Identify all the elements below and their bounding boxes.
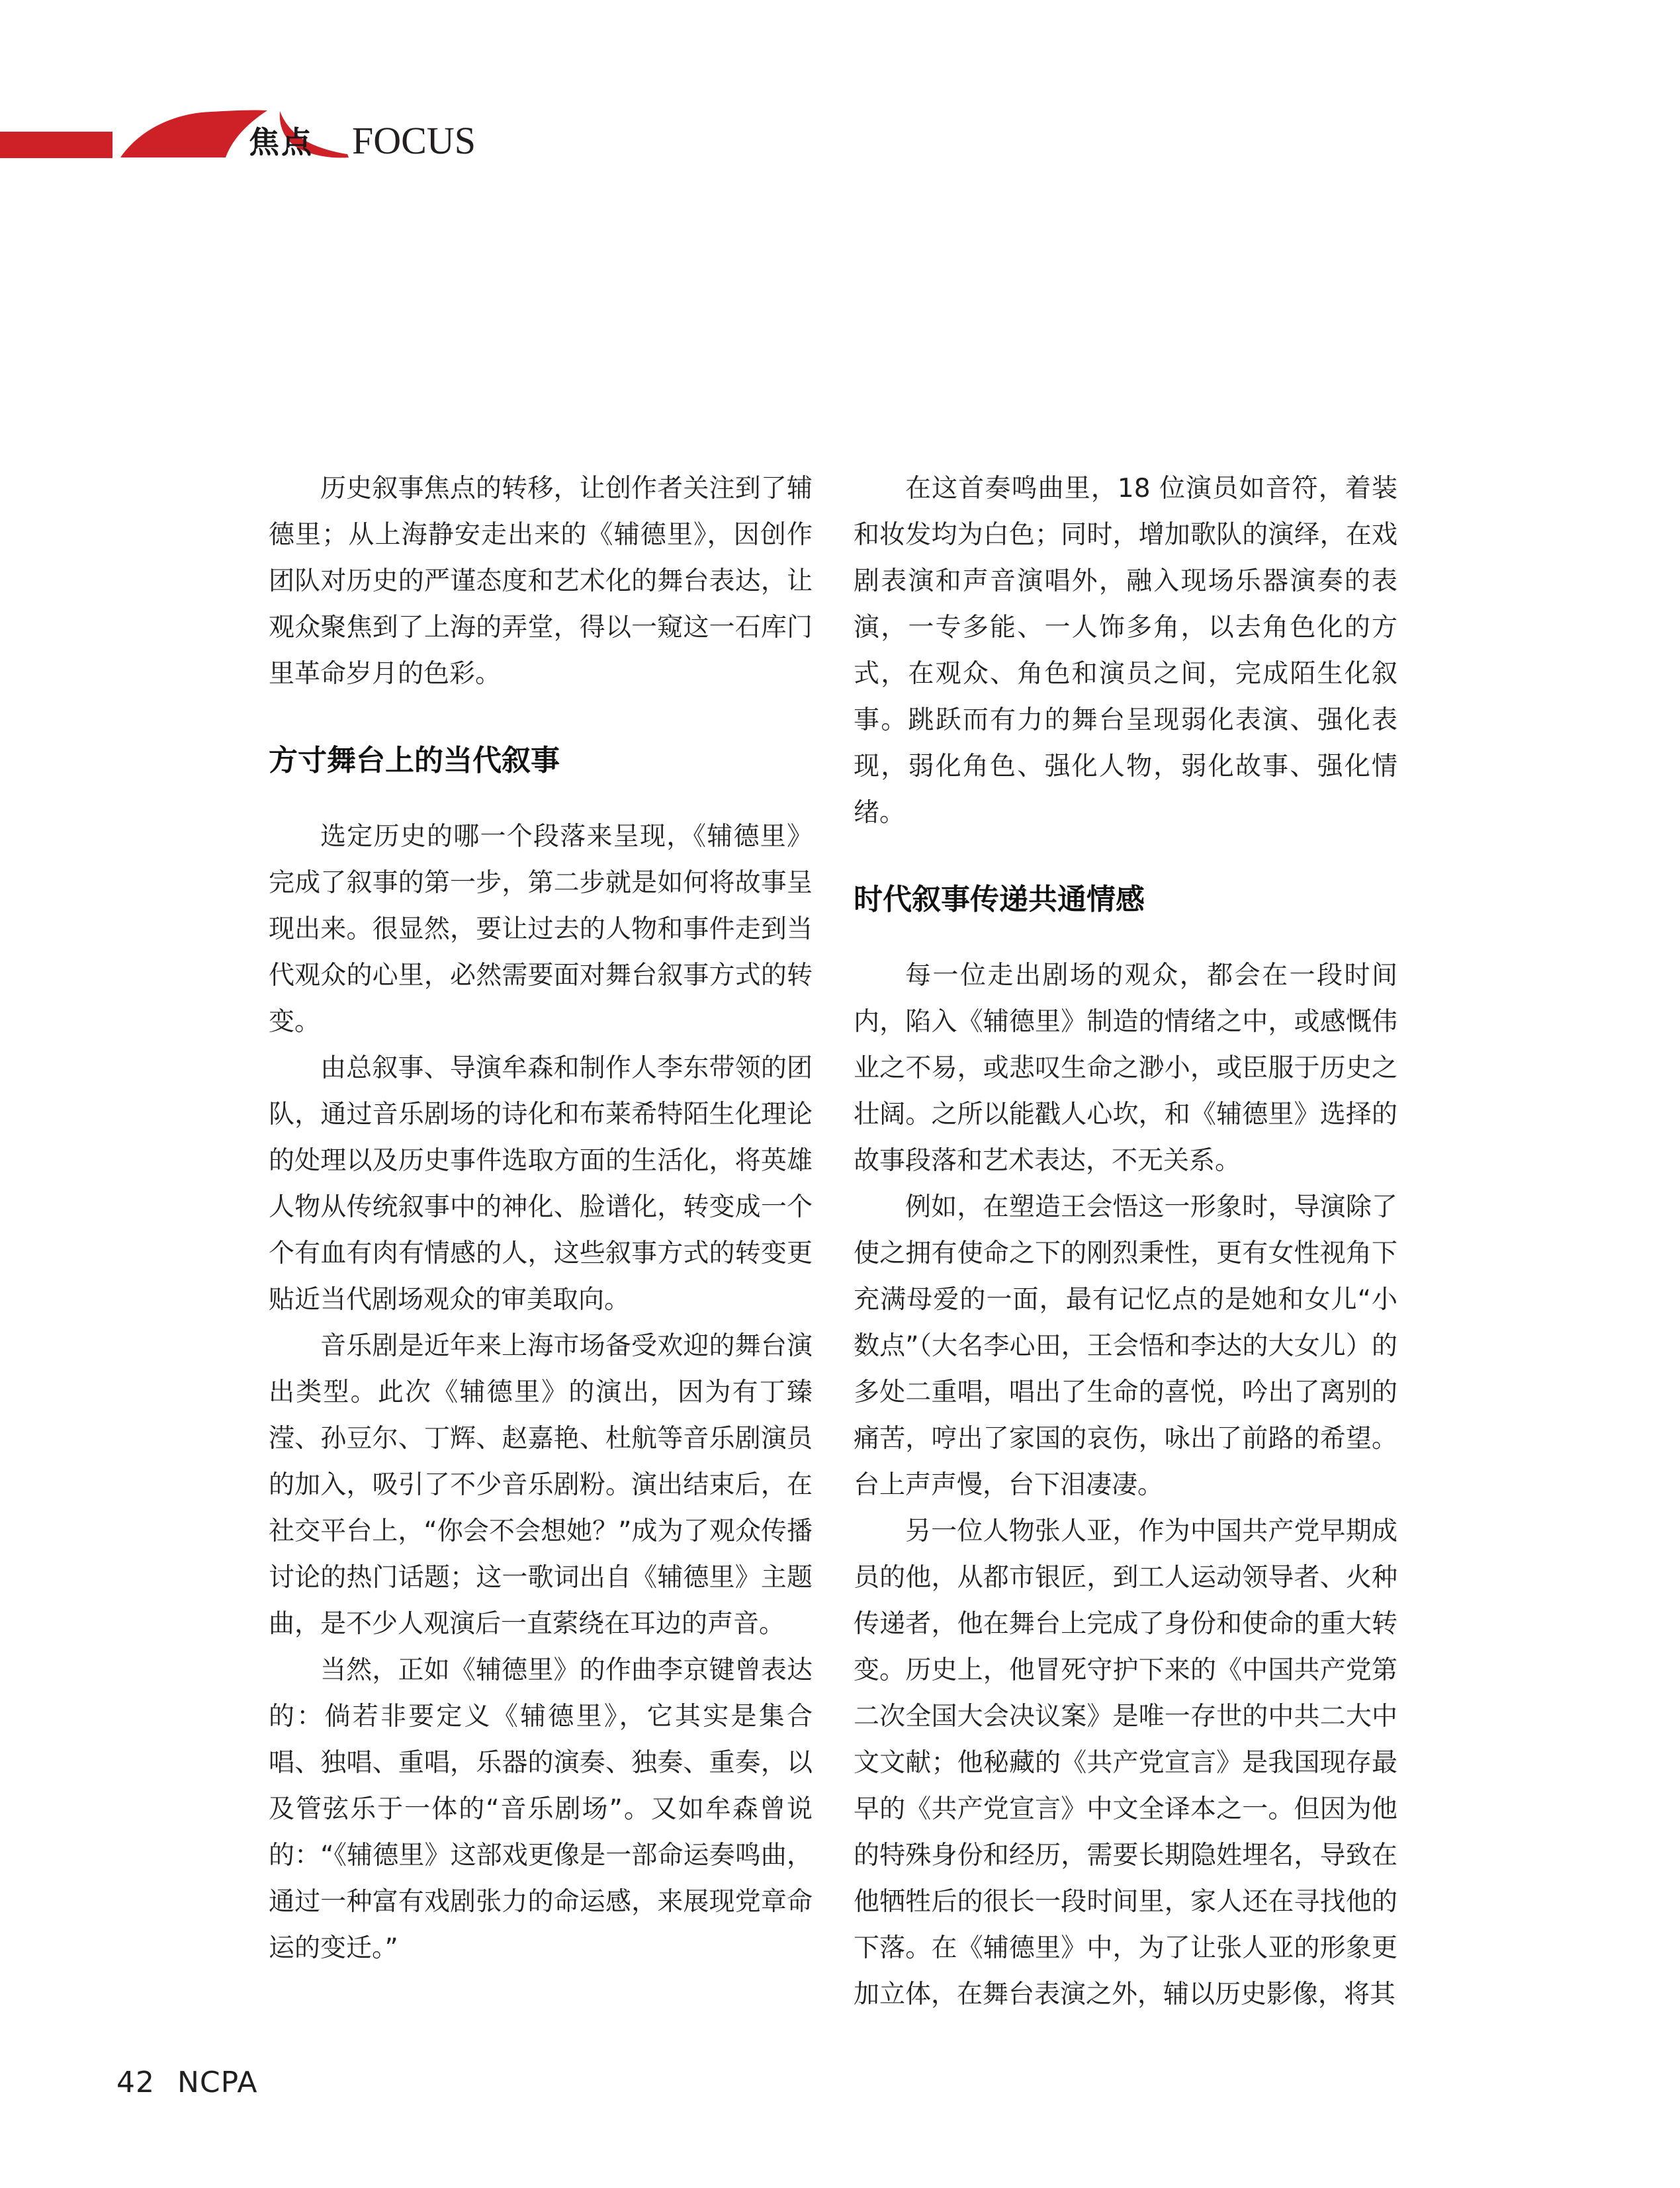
- article-paragraph: 由总叙事、导演牟森和制作人李东带领的团队，通过音乐剧场的诗化和布莱希特陌生化理论的处理以及历史事件选取方面的生活化，将英雄人物从传统叙事中的神化、脸谱化，转变成一个个有血有肉有情感的人，这些叙事方式的转变更贴近当代剧场观众的审美取向。: [269, 1053, 813, 1315]
- section-heading: 时代叙事传递共通情感: [854, 883, 1145, 916]
- page-number: 42: [116, 2066, 155, 2099]
- section-title-en: FOCUS: [352, 119, 476, 162]
- article-column-left: [269, 466, 813, 1972]
- section-heading: 方寸舞台上的当代叙事: [269, 744, 560, 777]
- article-column-right: [854, 466, 1397, 2018]
- article-paragraph: 选定历史的哪一个段落来呈现，《辅德里》完成了叙事的第一步，第二步就是如何将故事呈现出来。很显然，要让过去的人物和事件走到当代观众的心里，必然需要面对舞台叙事方式的转变。: [269, 822, 813, 1037]
- article-paragraph: 音乐剧是近年来上海市场备受欢迎的舞台演出类型。此次《辅德里》的演出，因为有丁臻滢、孙豆尔、丁辉、赵嘉艳、杜航等音乐剧演员的加入，吸引了不少音乐剧粉。演出结束后，在社交平台上，“你会不会想她？”成为了观众传播讨论的热门话题；这一歌词出自《辅德里》主题曲，是不少人观演后一直萦绕在耳边的声音。: [269, 1331, 813, 1639]
- header-red-bar: [0, 132, 112, 158]
- article-paragraph: 每一位走出剧场的观众，都会在一段时间内，陷入《辅德里》制造的情绪之中，或感慨伟业之不易，或悲叹生命之渺小，或臣服于历史之壮阔。之所以能戳人心坎，和《辅德里》选择的故事段落和艺术表达，不无关系。: [854, 961, 1397, 1176]
- article-paragraph: 历史叙事焦点的转移，让创作者关注到了辅德里；从上海静安走出来的《辅德里》，因创作团队对历史的严谨态度和艺术化的舞台表达，让观众聚焦到了上海的弄堂，得以一窥这一石库门里革命岁月的色彩。: [269, 474, 813, 689]
- article-paragraph: 另一位人物张人亚，作为中国共产党早期成员的他，从都市银匠，到工人运动领导者、火种传递者，他在舞台上完成了身份和使命的重大转变。历史上，他冒死守护下来的《中国共产党第二次全国大会决议案》是唯一存世的中共二大中文文献；他秘藏的《共产党宣言》是我国现存最早的《共产党宣言》中文全译本之一。但因为他的特殊身份和经历，需要长期隐姓埋名，导致在他牺牲后的很长一段时间里，家人还在寻找他的下落。在《辅德里》中，为了让张人亚的形象更加立体，在舞台表演之外，辅以历史影像，将其: [854, 1516, 1397, 2009]
- section-title-cn: 焦点: [249, 124, 314, 160]
- article-paragraph: 例如，在塑造王会悟这一形象时，导演除了使之拥有使命之下的刚烈秉性，更有女性视角下充满母爱的一面，最有记忆点的是她和女儿“小数点”（大名李心田，王会悟和李达的大女儿）的多处二重唱，唱出了生命的喜悦，吟出了离别的痛苦，哼出了家国的哀伤，咏出了前路的希望。台上声声慢，台下泪凄凄。: [854, 1192, 1397, 1500]
- article-paragraph: 在这首奏鸣曲里，18 位演员如音符，着装和妆发均为白色；同时，增加歌队的演绎，在戏剧表演和声音演唱外，融入现场乐器演奏的表演，一专多能、一人饰多角，以去角色化的方式，在观众、角色和演员之间，完成陌生化叙事。跳跃而有力的舞台呈现弱化表演、强化表现，弱化角色、强化人物，弱化故事、强化情绪。: [854, 474, 1397, 828]
- page-footer: [116, 2068, 257, 2097]
- magazine-name: NCPA: [177, 2066, 258, 2099]
- header-swoosh-shape: [120, 110, 267, 157]
- article-paragraph: 当然，正如《辅德里》的作曲李京键曾表达的：倘若非要定义《辅德里》，它其实是集合唱、独唱、重唱，乐器的演奏、独奏、重奏，以及管弦乐于一体的“音乐剧场”。又如牟森曾说的：“《辅德里》这部戏更像是一部命运奏鸣曲，通过一种富有戏剧张力的命运感，来展现党章命运的变迁。”: [269, 1655, 813, 1963]
